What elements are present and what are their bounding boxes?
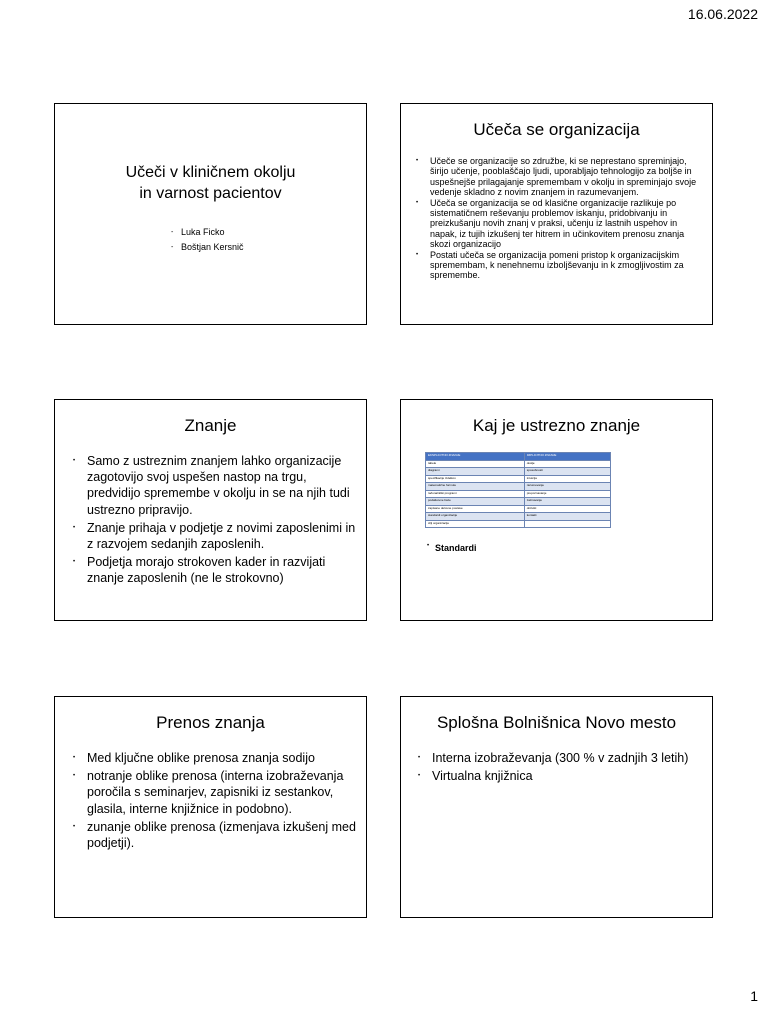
table-cell: cilji organizacije (426, 520, 525, 528)
table-row (426, 498, 611, 506)
table-cell: diagrami (426, 468, 525, 476)
table-header: EKSPLICITNO ZNANJE (426, 453, 525, 461)
table-cell: razumevanje (524, 483, 610, 491)
slide-title: Učeča se organizacija (473, 120, 640, 139)
slide-title: Splošna Bolnišnica Novo mesto (436, 713, 677, 732)
slide-learning-organization (400, 103, 713, 325)
slide-title: Znanje (184, 416, 237, 435)
table-cell: računalniški programi (426, 490, 525, 498)
slide-knowledge (54, 399, 367, 621)
author: - Boštjan Kersnič (171, 240, 244, 255)
table-row (426, 483, 611, 491)
list-item: • Učeče se organizacije so združbe, ki se neprestano spreminjajo, širijo učenje, pooblaščajo ljudi, uporabljajo tehnologijo za boljše in uspešnejše prilagajanje spremembam v okolju in spreminjajo svoje vedenje skladno z novim znanjem in razumevanjem. (430, 156, 702, 197)
table-cell: podatkovne baze (426, 498, 525, 506)
slide-knowledge-transfer (54, 696, 367, 918)
list-item: • Standardi (435, 543, 477, 553)
list-item: • Samo z ustreznim znanjem lahko organizacije zagotovijo svoj uspešen nastop na trgu, predvidijo spremembe v okolju in se na njih tudi ustrezno pripravijo. (87, 453, 356, 518)
list-item: • Med ključne oblike prenosa znanja sodijo (87, 750, 356, 766)
table-cell: prepoznavanje (524, 490, 610, 498)
table-row (426, 468, 611, 476)
bullet-list (435, 543, 477, 553)
table-cell: specifikacije izdelkov (426, 475, 525, 483)
table-cell: kontakt (524, 513, 610, 521)
table-header-row (426, 453, 611, 461)
table-cell: intuicija (524, 475, 610, 483)
table-row (426, 490, 611, 498)
table-cell: zapisane delovne postave (426, 505, 525, 513)
slide-title: Kaj je ustrezno znanje (472, 416, 641, 435)
slide-appropriate-knowledge (400, 399, 713, 621)
slide-title: Prenos znanja (156, 713, 265, 732)
bullet-list (430, 156, 702, 281)
table-cell: tabele (426, 460, 525, 468)
table-header: IMPLICITNO ZNANJE (524, 453, 610, 461)
knowledge-table (425, 452, 611, 528)
table-cell: okolje (524, 460, 610, 468)
title-line: Učeči v kliničnem okolju (125, 164, 296, 181)
presentation-title (55, 162, 366, 204)
list-item: • notranje oblike prenosa (interna izobraževanja poročila s seminarjev, zapisniki iz sestankov, glasila, interne knjižnice in podobno). (87, 768, 356, 817)
bullet-list (87, 750, 356, 853)
list-item: • Znanje prihaja v podjetje z novimi zaposlenimi in z razvojem sedanjih zaposlenih. (87, 520, 356, 552)
bullet-list (432, 750, 702, 785)
page-number: 1 (750, 988, 758, 1004)
table-cell: standardi organizacije (426, 513, 525, 521)
list-item: • Postati učeča se organizacija pomeni pristop k organizacijskim spremembam, k nenehnemu izboljševanju in k zmogljivostim za spremembe. (430, 250, 702, 281)
table-row (426, 505, 611, 513)
slide-title-page (54, 103, 367, 325)
table-cell: zaznavanje (524, 498, 610, 506)
table-cell: matematične formule (426, 483, 525, 491)
table-cell (524, 520, 610, 528)
list-item: • Podjetja morajo strokoven kader in razvijati znanje zaposlenih (ne le strokovno) (87, 554, 356, 586)
author: - Luka Ficko (171, 225, 244, 240)
table-row (426, 460, 611, 468)
header-date: 16.06.2022 (687, 6, 758, 22)
list-item: • Učeča se organizacija se od klasične organizacije razlikuje po sistematičnem reševanju problemov iskanju, pridobivanju in preizkušanju novih znanj v praksi, učenju iz lastnih uspehov in napak, iz tujih izkušenj ter hitrem in učinkovitem prenosu znanja skozi organizacijo (430, 198, 702, 249)
table-row (426, 475, 611, 483)
slide-hospital (400, 696, 713, 918)
bullet-list (87, 453, 356, 589)
table-cell: sposobnosti (524, 468, 610, 476)
title-line: in varnost pacientov (139, 185, 282, 202)
list-item: • zunanje oblike prenosa (izmenjava izkušenj med podjetji). (87, 819, 356, 851)
authors-list (171, 225, 244, 255)
table-row (426, 513, 611, 521)
table-cell: občutki (524, 505, 610, 513)
table-row (426, 520, 611, 528)
list-item: • Virtualna knjižnica (432, 768, 702, 786)
list-item: • Interna izobraževanja (300 % v zadnjih 3 letih) (432, 750, 702, 768)
